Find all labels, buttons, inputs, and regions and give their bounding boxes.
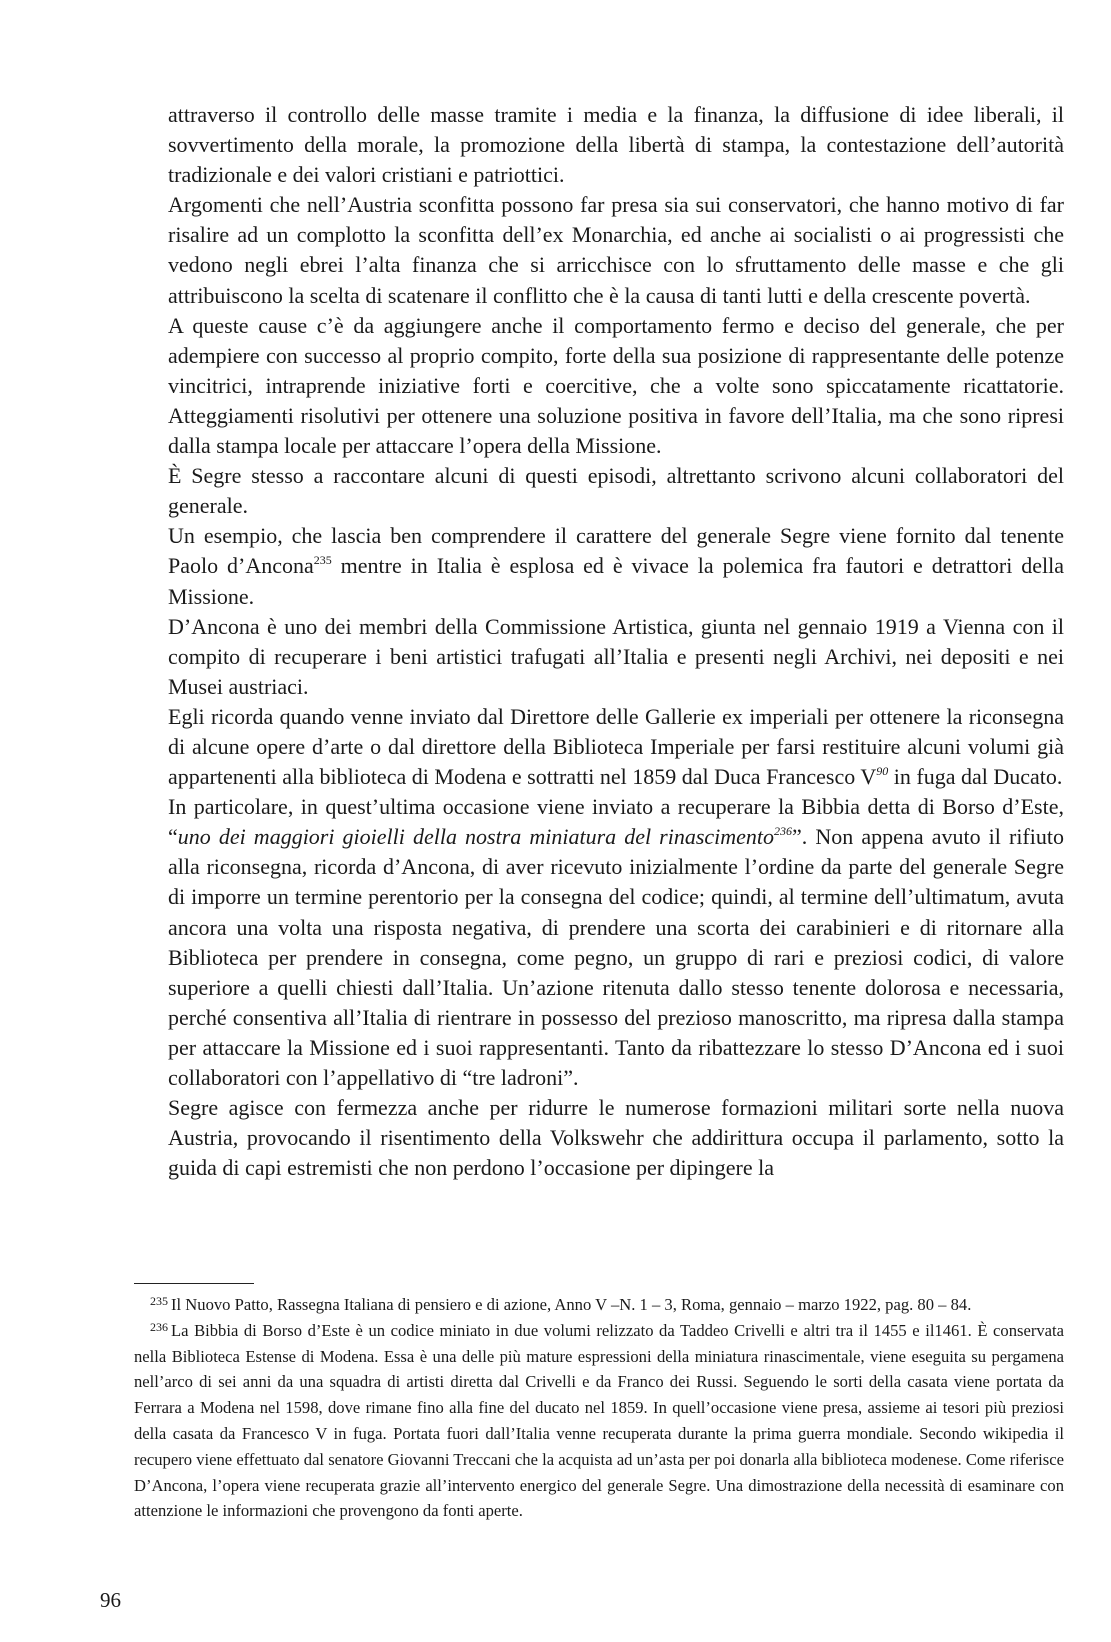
paragraph-6: D’Ancona è uno dei membri della Commissione Artistica, giunta nel gennaio 1919 a Vienna con il compito di recuperare i beni artistici trafugati all’Italia e presenti negli Archivi, nei depositi e nei Musei austriaci. <box>168 613 1064 699</box>
footnote-divider <box>134 1283 254 1284</box>
paragraph-7 <box>168 702 1064 792</box>
footnote-236 <box>134 1318 1064 1524</box>
paragraph-5 <box>168 521 1064 611</box>
footnotes <box>134 1292 1064 1524</box>
page-number: 96 <box>100 1588 121 1612</box>
paragraph-2: Argomenti che nell’Austria sconfitta possono far presa sia sui conservatori, che hanno motivo di far risalire ad un complotto la sconfitta dell’ex Monarchia, ed anche ai socialisti o ai progressisti che vedono negli ebrei l’alta finanza che si arricchisce con lo sfruttamento delle masse e che gli attribuiscono la scelta di scatenare il conflitto che è la causa di tanti lutti e della crescente povertà. <box>168 192 1064 308</box>
footnote-ref-235[interactable]: 235 <box>313 553 332 568</box>
paragraph-3: A queste cause c’è da aggiungere anche il comportamento fermo e deciso del generale, che per adempiere con successo al proprio compito, forte della sua posizione di rappresentante delle potenze vincitrici, intraprende iniziative forti e coercitive, che a volte sono spiccatamente ricattatorie. Atteggiamenti risolutivi per ottenere una soluzione positiva in favore dell’Italia, ma che sono ripresi dalla stampa locale per attaccare l’opera della Missione. <box>168 312 1064 459</box>
footnote-ref-236[interactable]: 236 <box>774 824 793 839</box>
paragraph-7-text-b: in fuga dal Ducato. <box>888 764 1063 790</box>
paragraph-7-text-a: Egli ricorda quando venne inviato dal Direttore delle Gallerie ex imperiali per ottenere la riconsegna di alcune opere d’arte o dal direttore della Biblioteca Imperiale per farsi restituire alcuni volumi già appartenenti alla biblioteca di Modena e sottratti nel 1859 dal Duca Francesco V <box>168 703 1064 790</box>
footnote-number: 235 <box>150 1294 168 1308</box>
footnote-ref-90[interactable]: 90 <box>876 764 889 779</box>
footnote-number: 236 <box>150 1319 168 1334</box>
footnote-text: Il Nuovo Patto, Rassegna Italiana di pensiero e di azione, Anno V –N. 1 – 3, Roma, gennaio – marzo 1922, pag. 80 – 84. <box>171 1295 972 1314</box>
footnote-235 <box>134 1292 1064 1318</box>
paragraph-1: attraverso il controllo delle masse tramite i media e la finanza, la diffusione di idee liberali, il sovvertimento della morale, la promozione della libertà di stampa, la contestazione dell’autorità tradizionale e dei valori cristiani e patriottici. <box>168 102 1064 188</box>
paragraph-8-text-b: ”. Non appena avuto il rifiuto alla riconsegna, ricorda d’Ancona, di aver ricevuto inizialmente l’ordine da parte del generale Segre di imporre un termine perentorio per la consegna del codice; quindi, al termine dell’ultimatum, avuta ancora una volta una risposta negativa, di prendere una scorta dei carabinieri e di ritornare alla Biblioteca per prendere in consegna, come pegno, un gruppo di rari e preziosi codici, di valore superiore a quelli chiesti dall’Italia. Un’azione ritenuta dallo stesso tenente dolorosa e necessaria, perché consentiva all’Italia di rientrare in possesso del prezioso manoscritto, ma ripresa dalla stampa per attaccare la Missione ed i suoi rappresentanti. Tanto da ribattezzare lo stesso D’Ancona ed i suoi collaboratori con l’appellativo di “tre ladroni”. <box>168 824 1064 1090</box>
main-text <box>168 100 1064 1183</box>
paragraph-9: Segre agisce con fermezza anche per ridurre le numerose formazioni militari sorte nella nuova Austria, provocando il risentimento della Volkswehr che addirittura occupa il parlamento, sotto la guida di capi estremisti che non perdono l’occasione per dipingere la <box>168 1095 1064 1181</box>
paragraph-8-quote: uno dei maggiori gioielli della nostra miniatura del rinascimento <box>177 824 775 850</box>
paragraph-5-text-b: mentre in Italia è esplosa ed è vivace la polemica fra fautori e detrattori della Missione. <box>168 553 1064 609</box>
footnote-text: La Bibbia di Borso d’Este è un codice miniato in due volumi relizzato da Taddeo Crivelli e altri tra il 1455 e il1461. È conservata nella Biblioteca Estense di Modena. Essa è una delle più mature espressioni della miniatura rinascimentale, viene eseguita su pergamena nell’arco di sei anni da una squadra di artisti diretta dal Crivelli e da Franco dei Russi. Seguendo le sorti della casata viene portata da Ferrara a Modena nel 1598, dove rimane fino alla fine del ducato nel 1859. In quell’occasione viene presa, assieme ai tesori più preziosi della casata da Francesco V in fuga. Portata fuori dall’Italia venne recuperata durante la prima guerra mondiale. Secondo wikipedia il recupero viene effettuato dal senatore Giovanni Treccani che la acquista ad un’asta per poi donarla alla biblioteca modenese. Come riferisce D’Ancona, l’opera viene recuperata grazie all’intervento energico del generale Segre. Una dimostrazione della necessità di esaminare con attenzione le informazioni che provengono da fonti aperte. <box>134 1320 1064 1521</box>
paragraph-8-text-a: In particolare, in quest’ultima occasione viene inviato a recuperare la Bibbia detta di Borso d’Este, “ <box>168 794 1064 850</box>
paragraph-8 <box>168 792 1064 1093</box>
paragraph-5-text-a: Un esempio, che lascia ben comprendere il carattere del generale Segre viene fornito dal tenente Paolo d’Ancona <box>168 523 1064 579</box>
paragraph-4: È Segre stesso a raccontare alcuni di questi episodi, altrettanto scrivono alcuni collaboratori del generale. <box>168 463 1064 519</box>
